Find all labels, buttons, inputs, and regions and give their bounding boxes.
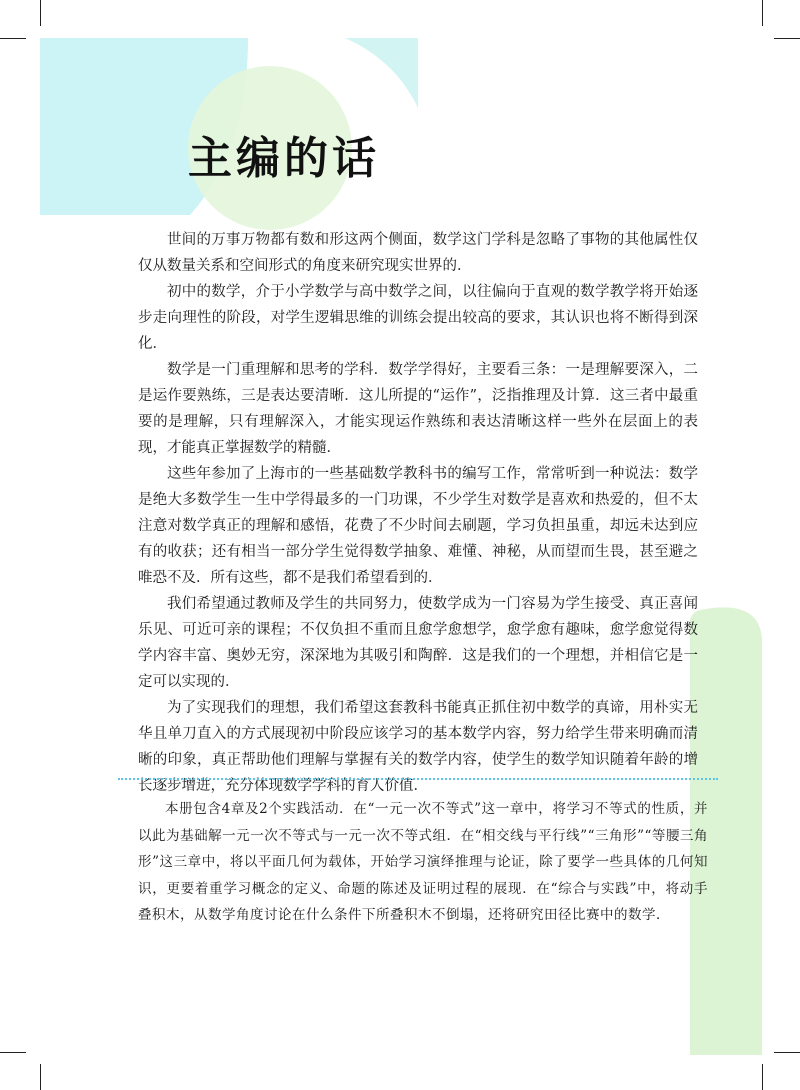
crop-mark (774, 1052, 800, 1053)
crop-mark (40, 1064, 41, 1090)
page-title: 主编的话 (188, 133, 380, 184)
volume-summary (138, 796, 708, 929)
paragraph: 这些年参加了上海市的一些基础数学教科书的编写工作，常常听到一种说法：数学是绝大多数学生一生中学得最多的一门功课，不少学生对数学是喜欢和热爱的，但不太注意对数学真正的理解和感悟，花费了不少时间去刷题，学习负担虽重，却远未达到应有的收获；还有相当一部分学生觉得数学抽象、难懂、神秘，从而望而生畏，甚至避之唯恐不及．所有这些，都不是我们希望看到的． (138, 466, 698, 586)
paragraph: 我们希望通过教师及学生的共同努力，使数学成为一门容易为学生接受、真正喜闻乐见、可近可亲的课程；不仅负担不重而且愈学愈想学，愈学愈有趣味，愈学愈觉得数学内容丰富、奥妙无穷，深深地为其吸引和陶醉．这是我们的一个理想，并相信它是一定可以实现的． (138, 596, 698, 690)
paragraph: 世间的万事万物都有数和形这两个侧面，数学这门学科是忽略了事物的其他属性仅仅从数量关系和空间形式的角度来研究现实世界的． (138, 232, 698, 274)
paragraph: 初中的数学，介于小学数学与高中数学之间，以往偏向于直观的数学教学将开始逐步走向理性的阶段，对学生逻辑思维的训练会提出较高的要求，其认识也将不断得到深化． (138, 284, 698, 352)
crop-mark (0, 1052, 26, 1053)
summary-paragraph: 本册包含4章及2个实践活动．在“一元一次不等式”这一章中，将学习不等式的性质，并以此为基础解一元一次不等式与一元一次不等式组．在“相交线与平行线”“三角形”“等腰三角形”这三章中，将以平面几何为载体，开始学习演绎推理与论证，除了要学一些具体的几何知识，更要着重学习概念的定义、命题的陈述及证明过程的展现．在“综合与实践”中，将动手叠积木，从数学角度讨论在什么条件下所叠积木不倒塌，还将研究田径比赛中的数学． (138, 801, 708, 923)
crop-mark (40, 0, 41, 26)
paragraph: 为了实现我们的理想，我们希望这套教科书能真正抓住初中数学的真谛，用朴实无华且单刀直入的方式展现初中阶段应该学习的基本数学内容，努力给学生带来明确而清晰的印象，真正帮助他们理解与掌握有关的数学内容，使学生的数学知识随着年龄的增长逐步增进，充分体现数学学科的育人价值． (138, 700, 698, 794)
cyan-arc-shape (345, 38, 418, 108)
crop-mark (774, 38, 800, 39)
foreword-body (138, 227, 698, 799)
crop-mark (762, 0, 763, 26)
crop-mark (762, 1064, 763, 1090)
crop-mark (0, 38, 26, 39)
dotted-divider (118, 778, 718, 780)
paragraph: 数学是一门重理解和思考的学科．数学学得好，主要看三条：一是理解要深入，二是运作要熟练，三是表达要清晰．这儿所提的“运作”，泛指推理及计算．这三者中最重要的是理解，只有理解深入，才能实现运作熟练和表达清晰这样一些外在层面上的表现，才能真正掌握数学的精髓． (138, 362, 698, 456)
